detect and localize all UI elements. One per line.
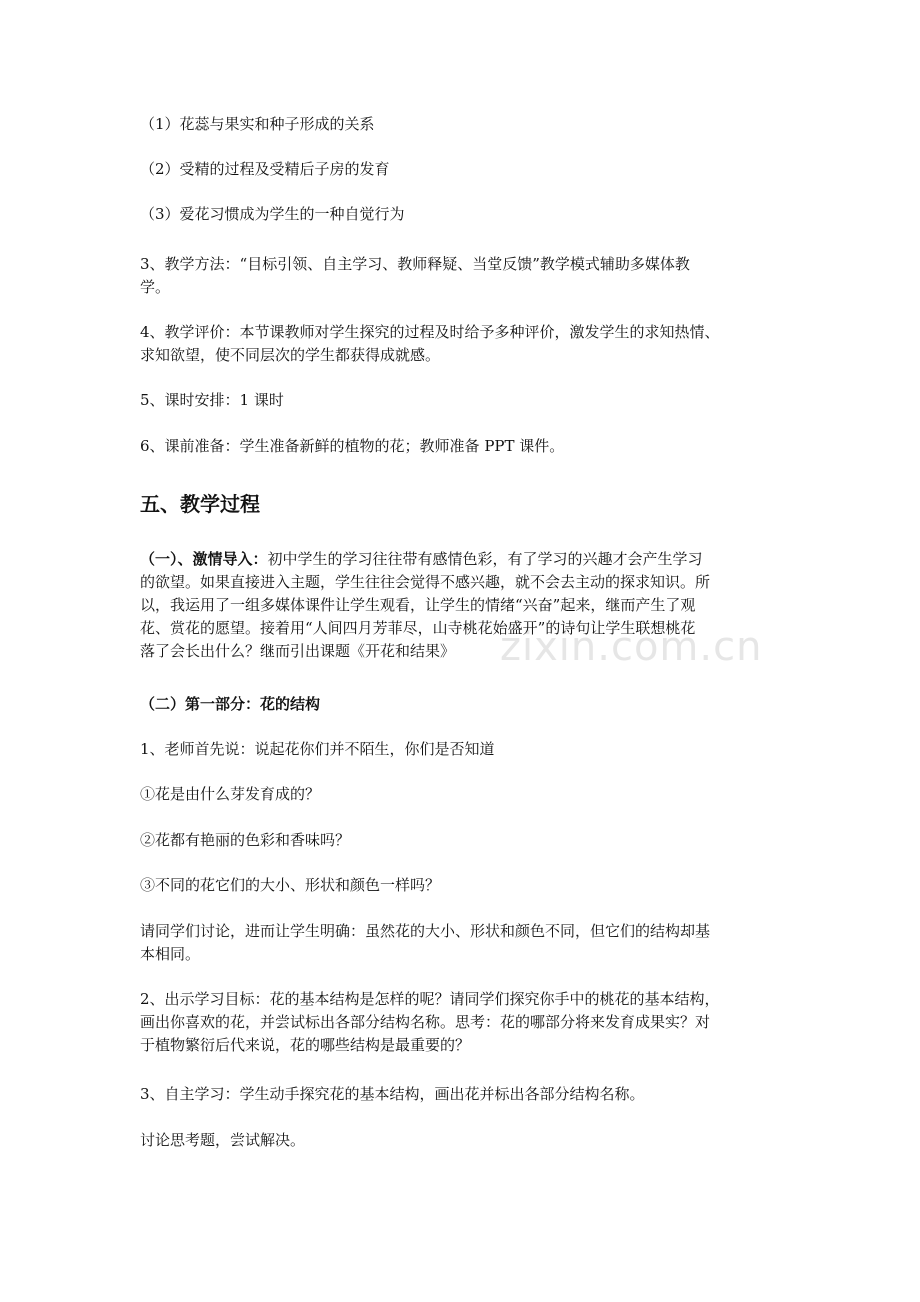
question-1: ①花是由什么芽发育成的？: [140, 785, 321, 803]
step-2: [140, 988, 790, 1057]
teaching-evaluation-line: 求知欲望，使不同层次的学生都获得成就感。: [140, 346, 441, 364]
objective-1: （1）花蕊与果实和种子形成的关系: [140, 115, 375, 133]
teaching-method-line: 学。: [140, 278, 171, 296]
class-schedule: 5、课时安排：1 课时: [140, 391, 284, 409]
teaching-method: [140, 253, 790, 299]
intro-paragraph: [140, 548, 790, 663]
step-2-line: 画出你喜欢的花，并尝试标出各部分结构名称。思考：花的哪部分将来发育成果实？对: [140, 1013, 711, 1031]
step-1: 1、老师首先说：说起花你们并不陌生，你们是否知道: [140, 740, 495, 758]
step-2-line: 于植物繁衍后代来说，花的哪些结构是最重要的？: [140, 1036, 471, 1054]
discussion-line: 本相同。: [140, 945, 201, 963]
question-2: ②花都有艳丽的色彩和香味吗？: [140, 831, 351, 849]
objective-3: （3）爱花习惯成为学生的一种自觉行为: [140, 205, 405, 223]
intro-line: 花、赏花的愿望。接着用“人间四月芳菲尽，山寺桃花始盛开”的诗句让学生联想桃花: [140, 619, 696, 637]
step-3: 3、自主学习：学生动手探究花的基本结构，画出花并标出各部分结构名称。: [140, 1085, 645, 1103]
teaching-method-line: 3、教学方法：“目标引领、自主学习、教师释疑、当堂反馈”教学模式辅助多媒体教: [140, 255, 690, 273]
intro-line: 的欲望。如果直接进入主题，学生往往会觉得不感兴趣，就不会去主动的探求知识。所: [140, 573, 711, 591]
part1-title: （二）第一部分：花的结构: [140, 695, 321, 713]
teaching-evaluation: [140, 321, 790, 367]
intro-label: （一）、激情导入：: [140, 550, 268, 568]
section-title: 五、教学过程: [140, 492, 260, 516]
intro-line: 落了会长出什么？继而引出课题《开花和结果》: [140, 642, 456, 660]
class-preparation: 6、课前准备：学生准备新鲜的植物的花；教师准备 PPT 课件。: [140, 437, 565, 455]
intro-text: 初中学生的学习往往带有感情色彩，有了学习的兴趣才会产生学习: [267, 550, 703, 568]
intro-line: 以，我运用了一组多媒体课件让学生观看，让学生的情绪“兴奋”起来，继而产生了观: [140, 596, 696, 614]
watermark: zixin.com.cn: [500, 624, 763, 670]
teaching-evaluation-line: 4、教学评价：本节课教师对学生探究的过程及时给予多种评价，激发学生的求知热情、: [140, 323, 720, 341]
discussion-line: 请同学们讨论，进而让学生明确：虽然花的大小、形状和颜色不同，但它们的结构却基: [140, 922, 711, 940]
question-3: ③不同的花它们的大小、形状和颜色一样吗？: [140, 876, 441, 894]
closing-text: 讨论思考题，尝试解决。: [140, 1131, 306, 1149]
discussion: [140, 920, 790, 966]
intro-line: [140, 548, 790, 571]
step-2-line: 2、出示学习目标：花的基本结构是怎样的呢？请同学们探究你手中的桃花的基本结构，: [140, 990, 720, 1008]
objective-2: （2）受精的过程及受精后子房的发育: [140, 160, 390, 178]
